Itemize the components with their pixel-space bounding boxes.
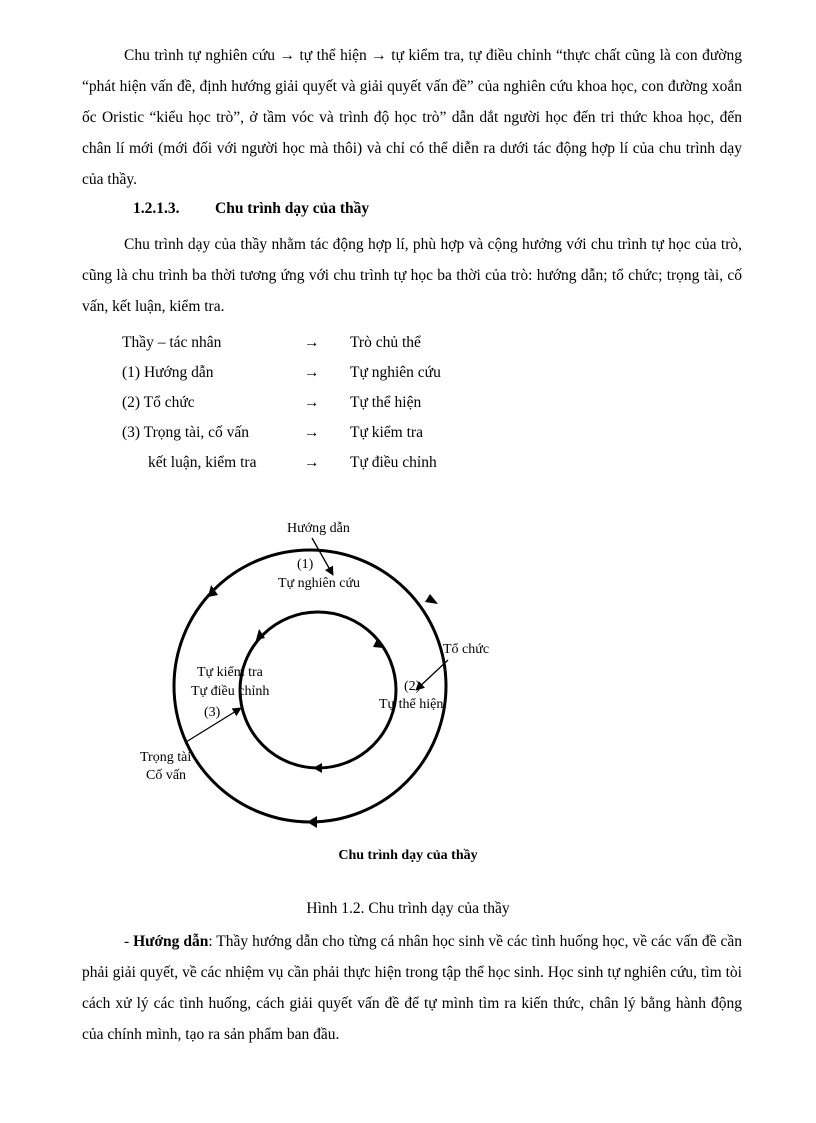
mapping-arrow: →	[304, 424, 320, 441]
mapping-right: Trò chủ thể	[350, 334, 421, 351]
mapping-arrow: →	[304, 454, 320, 471]
mapping-right: Tự kiểm tra	[350, 424, 423, 441]
mapping-left: kết luận, kiểm tra	[148, 454, 257, 471]
cycle-paragraph: Chu trình dạy của thầy nhằm tác động hợp lí, phù hợp và cộng hưởng với chu trình tự học của trò, cũng là chu trình ba thời tương ứng với chu trình tự học ba thời của trò: hướng dẫn; tổ chức; trọng tài, cố vấn, kết luận, kiểm tra.	[82, 236, 742, 315]
final-paragraph-lead: Hướng dẫn	[133, 933, 209, 950]
outer-arrow-icon	[307, 816, 317, 828]
mapping-left: (2) Tổ chức	[122, 394, 195, 411]
organize-arrow	[416, 660, 448, 690]
mapping-left: (3) Trọng tài, cố vấn	[122, 424, 250, 441]
figure-caption: Hình 1.2. Chu trình dạy của thầy	[306, 900, 510, 917]
intro-paragraph: Chu trình tự nghiên cứu → tự thể hiện → tự kiểm tra, tự điều chỉnh “thực chất cũng là con đường “phát hiện vấn đề, định hướng giải quyết và giải quyết vấn đề” của nghiên cứu khoa học, con đường xoắn ốc Oristic “kiểu học trò”, ở tầm vóc và trình độ học trò” dẫn dắt người học đến tri thức khoa học, đến chân lí mới (mới đối với người học mà thôi) và chỉ có thể diễn ra dưới tác động hợp lí của chu trình dạy của thầy.	[82, 47, 742, 188]
label-num-2: (2)	[404, 679, 421, 694]
label-num-1: (1)	[297, 557, 314, 572]
mapping-left: (1) Hướng dẫn	[122, 364, 214, 381]
label-to-chuc: Tổ chức	[443, 642, 490, 657]
mapping-arrow: →	[304, 364, 320, 381]
section-number: 1.2.1.3.	[133, 200, 180, 217]
final-paragraph: - Hướng dẫn: Thầy hướng dẫn cho từng cá nhân học sinh về các tình huống học, về các vấn đề cần phải giải quyết, về các nhiệm vụ cần phải thực hiện trong tập thể học sinh. Học sinh tự nghiên cứu, tìm tòi cách xử lý các tình huống, cách giải quyết vấn đề để tự mình tìm ra kiến thức, chân lý bằng hành động của chính mình, tạo ra sản phẩm ban đầu.	[82, 933, 742, 1043]
final-paragraph-body: : Thầy hướng dẫn cho từng cá nhân học sinh về các tình huống học, về các vấn đề cần phải giải quyết, về các nhiệm vụ cần phải thực hiện trong tập thể học sinh. Học sinh tự nghiên cứu, tìm tòi cách xử lý các tình huống, cách giải quyết vấn đề để tự mình tìm ra kiến thức, chân lý bằng hành động của chính mình, tạo ra sản phẩm ban đầu.	[82, 933, 742, 1043]
label-huong-dan: Hướng dẫn	[287, 521, 350, 536]
label-tu-dieu-chinh: Tự điều chỉnh	[191, 684, 270, 699]
label-num-3: (3)	[204, 705, 221, 720]
outer-arrow-icon	[425, 594, 438, 604]
guide-arrow	[312, 538, 333, 575]
label-tu-nghien-cuu: Tự nghiên cứu	[278, 576, 361, 591]
label-co-van: Cố vấn	[146, 768, 187, 783]
label-tu-kiem-tra: Tự kiểm tra	[197, 665, 263, 680]
mapping-arrow: →	[304, 394, 320, 411]
mapping-right: Tự thể hiện	[350, 394, 422, 411]
diagram-title: Chu trình dạy của thầy	[338, 848, 478, 863]
mapping-left: Thầy – tác nhân	[122, 334, 222, 351]
mapping-right: Tự nghiên cứu	[350, 364, 441, 381]
label-trong-tai: Trọng tài	[140, 750, 192, 765]
section-title: Chu trình dạy của thầy	[215, 200, 370, 217]
mapping-right: Tự điều chỉnh	[350, 454, 437, 471]
mapping-arrow: →	[304, 334, 320, 351]
inner-arrow-icon	[313, 763, 322, 773]
label-tu-the-hien: Tự thể hiện	[379, 697, 444, 712]
